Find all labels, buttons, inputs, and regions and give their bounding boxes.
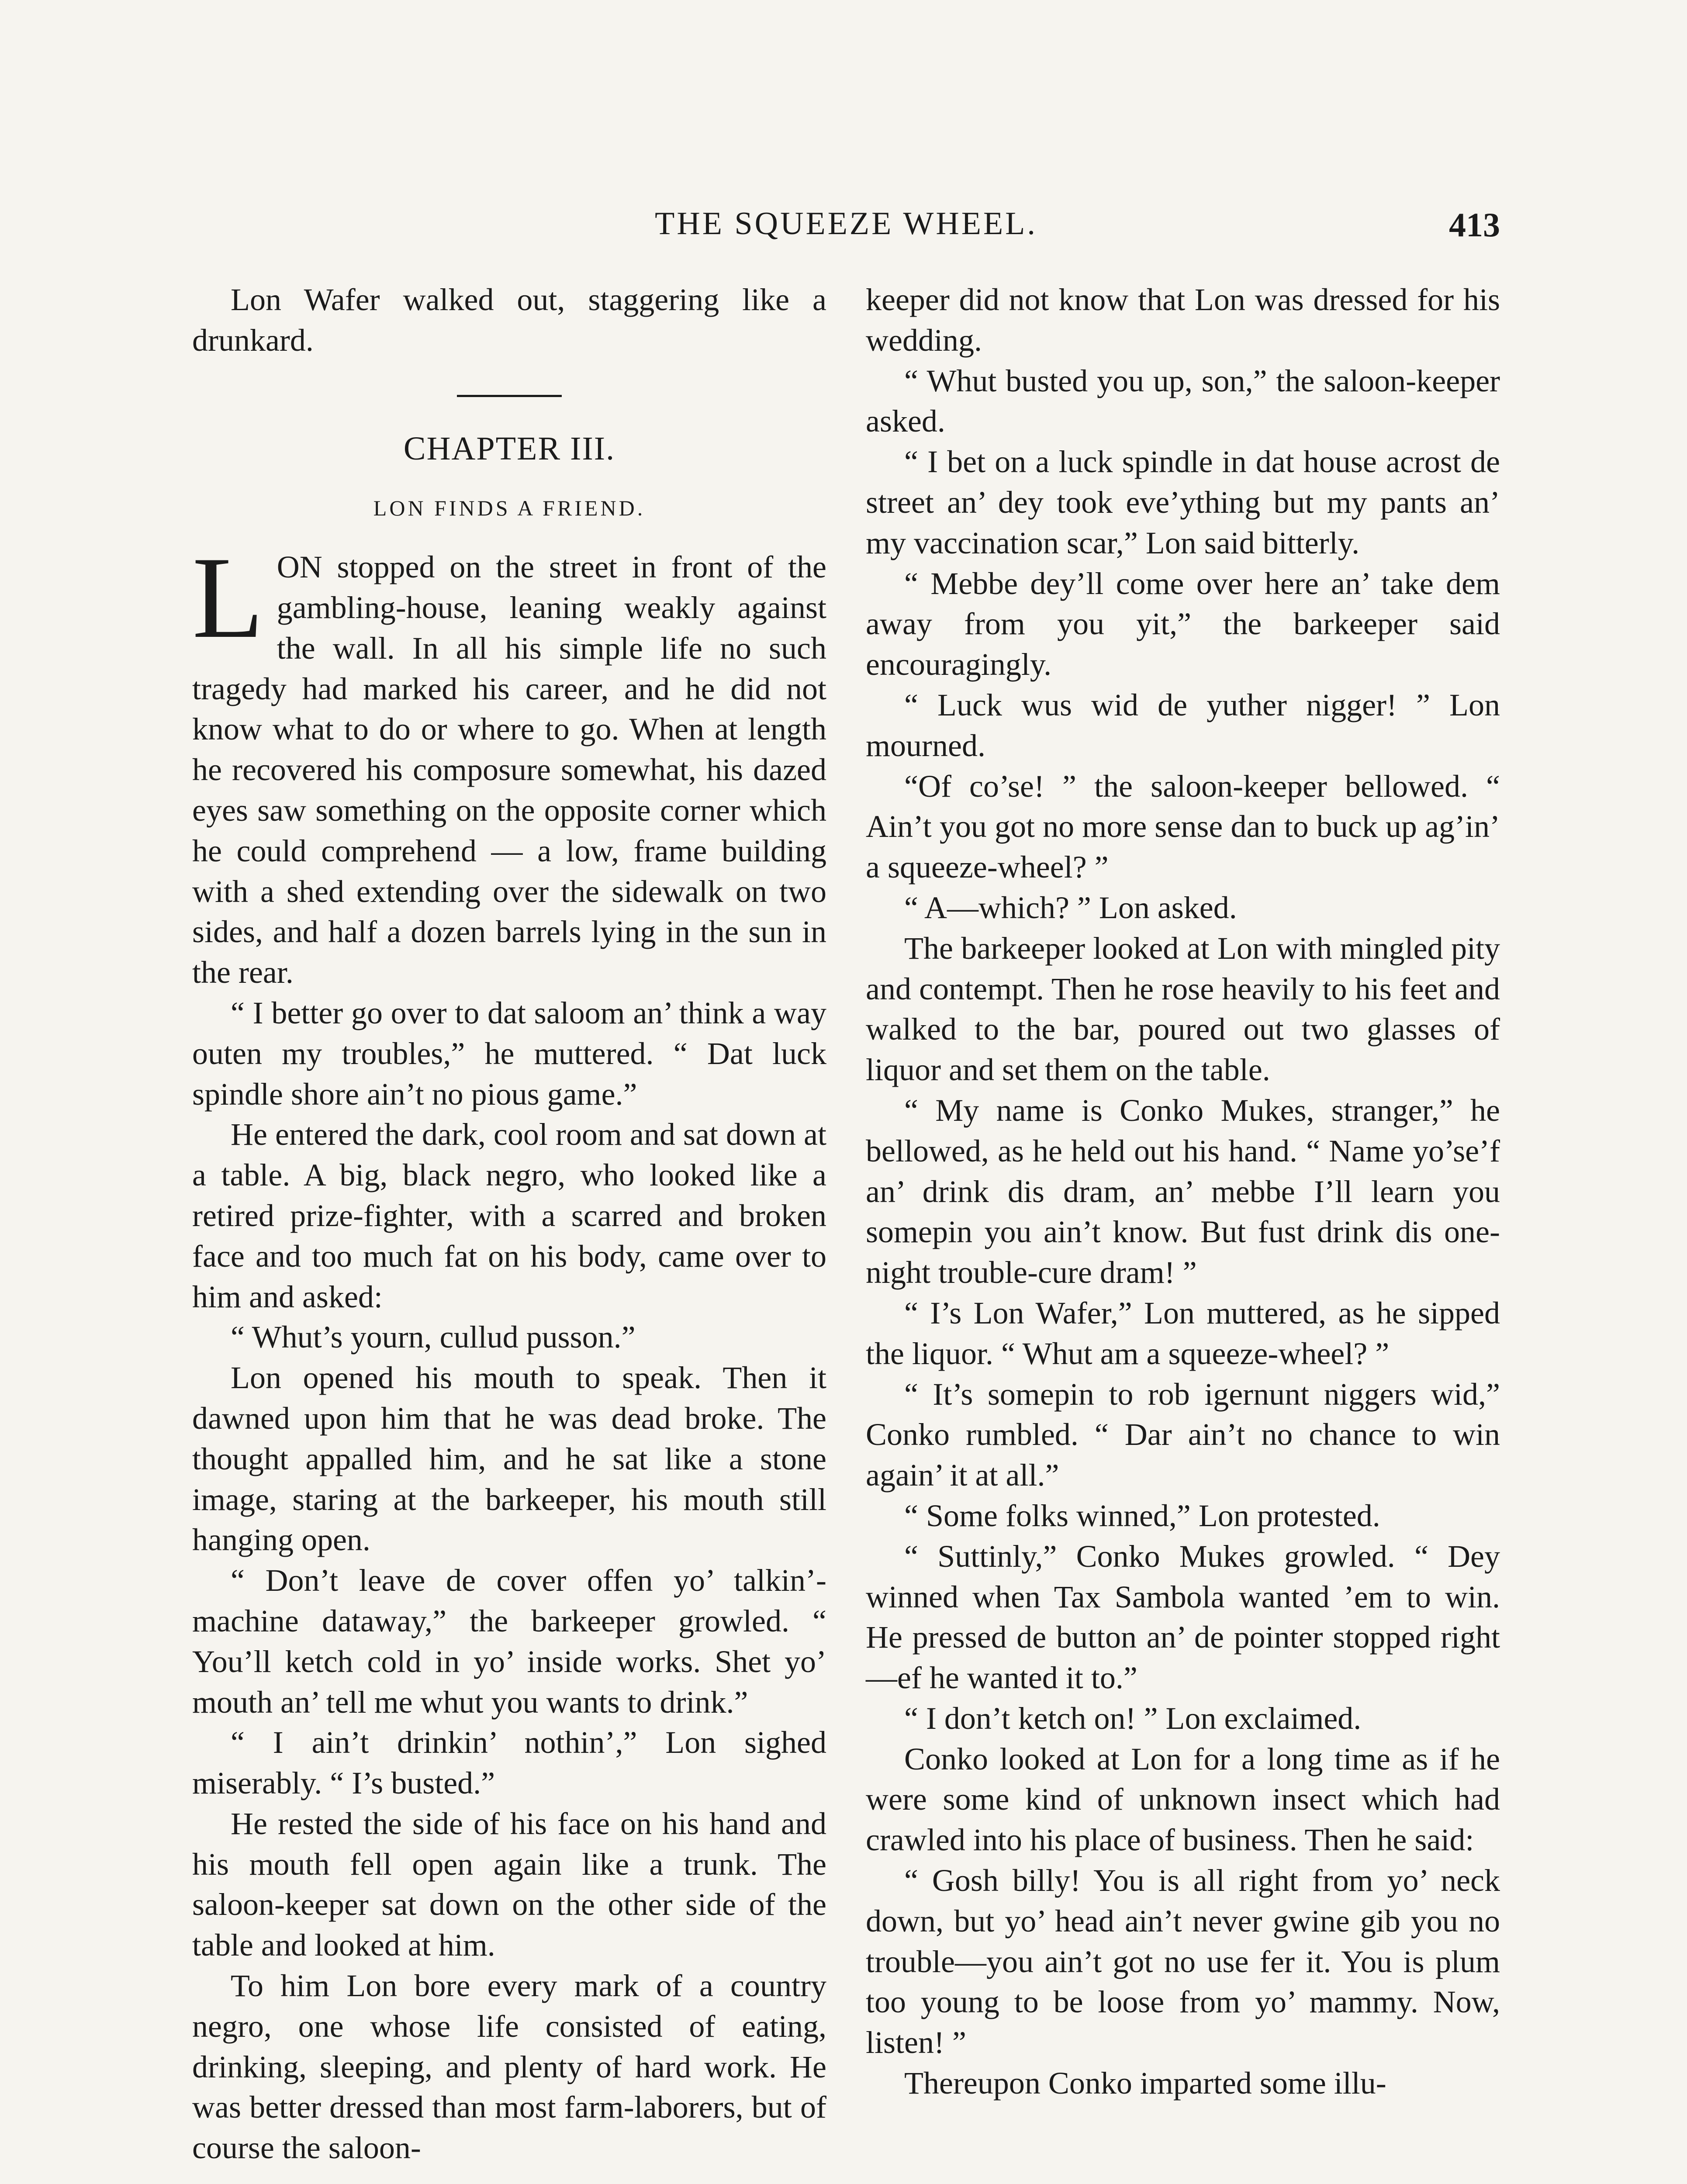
paragraph: “ Gosh billy! You is all right from yo’ neck down, but yo’ head ain’t never gwine gib you no trouble—you ain’t got no use fer it. You is plum too young to be loose from yo’ mammy. Now, listen! ” (866, 1863, 1500, 2060)
paragraph: “Of co’se! ” the saloon-keeper bellowed. “ Ain’t you got no more sense dan to buck up ag’in’ a squeeze-wheel? ” (866, 768, 1500, 885)
page-number: 413 (1449, 206, 1500, 244)
chapter-title: CHAPTER III. (403, 430, 615, 467)
paragraph: The barkeeper looked at Lon with mingled pity and contempt. Then he rose heavily to his feet and walked to the bar, poured out two glasses of liquor and set them on the table. (866, 930, 1500, 1088)
right-column (866, 280, 1500, 2184)
running-title: THE SQUEEZE WHEEL. (655, 206, 1037, 242)
paragraph: “ My name is Conko Mukes, stranger,” he bellowed, as he held out his hand. “ Name yo’se’f an’ drink dis dram, an’ mebbe I’ll learn you somepin you ain’t know. But fust drink dis one-night trouble-cure dram! ” (866, 1092, 1500, 1290)
paragraph: Thereupon Conko imparted some illu- (904, 2066, 1386, 2101)
paragraph: Lon Wafer walked out, staggering like a drunkard. (192, 282, 826, 358)
paragraph: “ I’s Lon Wafer,” Lon muttered, as he sipped the liquor. “ Whut am a squeeze-wheel? ” (866, 1295, 1500, 1371)
paragraph: “ Luck wus wid de yuther nigger! ” Lon mourned. (866, 687, 1500, 763)
paragraph: “ Whut busted you up, son,” the saloon-keeper asked. (866, 363, 1500, 439)
paragraph: He rested the side of his face on his hand and his mouth fell open again like a trunk. The saloon-keeper sat down on the other side of the table and looked at him. (192, 1806, 826, 1963)
paragraph: “ Mebbe dey’ll come over here an’ take dem away from you yit,” the barkeeper said encouragingly. (866, 566, 1500, 682)
paragraph: “ Some folks winned,” Lon protested. (904, 1498, 1380, 1533)
drop-cap: L (192, 532, 264, 663)
paragraph: “ I ain’t drinkin’ nothin’,” Lon sighed miserably. “ I’s busted.” (192, 1725, 826, 1801)
running-head (192, 205, 1500, 253)
paragraph: “ It’s somepin to rob igernunt niggers wid,” Conko rumbled. “ Dar ain’t no chance to win again’ it at all.” (866, 1376, 1500, 1493)
continued-paragraph: keeper did not know that Lon was dressed for his wedding. (866, 282, 1500, 358)
paragraph: “ Whut’s yourn, cullud pusson.” (231, 1320, 636, 1355)
left-column (192, 280, 826, 2184)
paragraph: “ Don’t leave de cover offen yo’ talkin’-machine dataway,” the barkeeper growled. “ You’ll ketch cold in yo’ inside works. Shet yo’ mouth an’ tell me whut you wants to drink.” (192, 1563, 826, 1720)
paragraph: To him Lon bore every mark of a country negro, one whose life consisted of eating, drinking, sleeping, and plenty of hard work. He was better dressed than most farm-laborers, but of course the saloon- (192, 1968, 826, 2166)
chapter-subtitle: LON FINDS A FRIEND. (373, 496, 646, 521)
paragraph: “ Suttinly,” Conko Mukes growled. “ Dey winned when Tax Sambola wanted ’em to win. He pressed de button an’ de pointer stopped right—ef he wanted it to.” (866, 1538, 1500, 1696)
paragraph: “ A—which? ” Lon asked. (904, 890, 1237, 925)
paragraph: Lon opened his mouth to speak. Then it dawned upon him that he was dead broke. The thought appalled him, and he sat like a stone image, staring at the barkeeper, his mouth still hanging open. (192, 1360, 826, 1558)
paragraph: “ I don’t ketch on! ” Lon exclaimed. (904, 1700, 1362, 1736)
opening-paragraph-text: ON stopped on the street in front of the gambling-house, leaning weakly against the wall. In all his simple life no such tragedy had marked his career, and he did not know what to do or where to go. When at length he recovered his composure somewhat, his dazed eyes saw something on the opposite corner which he could comprehend — a low, frame building with a shed extending over the sidewalk on two sides, and half a dozen barrels lying in the sun in the rear. (192, 549, 826, 990)
section-divider (457, 395, 562, 397)
paragraph: He entered the dark, cool room and sat down at a table. A big, black negro, who looked like a retired prize-fighter, with a scarred and broken face and too much fat on his body, came over to him and asked: (192, 1117, 826, 1314)
paragraph: “ I better go over to dat saloom an’ think a way outen my troubles,” he muttered. “ Dat luck spindle shore ain’t no pious game.” (192, 995, 826, 1112)
paragraph: Conko looked at Lon for a long time as if he were some kind of unknown insect which had crawled into his place of business. Then he said: (866, 1741, 1500, 1858)
paragraph: “ I bet on a luck spindle in dat house acrost de street an’ dey took eve’ything but my pants an’ my vaccination scar,” Lon said bitterly. (866, 444, 1500, 560)
opening-paragraph (192, 532, 826, 993)
